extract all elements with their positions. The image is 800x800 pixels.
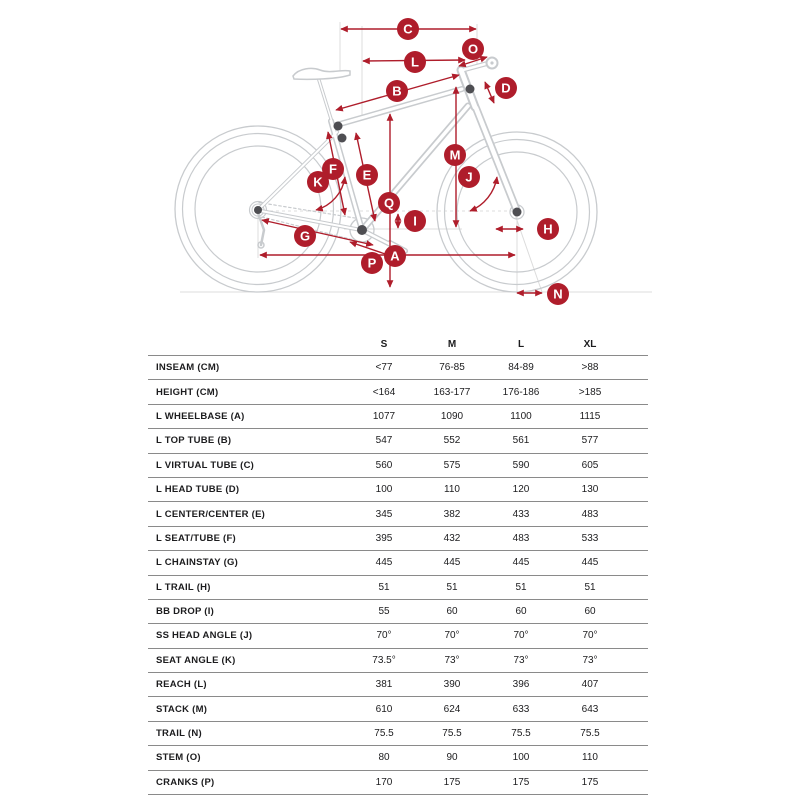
table-cell: 73.5° — [372, 654, 396, 666]
table-cell: 70° — [513, 630, 529, 642]
row-label: L TRAIL (H) — [156, 581, 211, 593]
label-badge-letter-h: H — [543, 221, 553, 237]
row-label: HEIGHT (CM) — [156, 386, 219, 398]
row-label: L SEAT/TUBE (F) — [156, 532, 236, 544]
table-cell: 84-89 — [508, 362, 534, 374]
row-label: REACH (L) — [156, 679, 207, 691]
table-cell: 445 — [443, 557, 461, 569]
table-cell: 60 — [446, 606, 458, 618]
head-dot — [466, 85, 475, 94]
table-cell: 575 — [443, 459, 461, 471]
row-label: CRANKS (P) — [156, 776, 215, 788]
label-badge-letter-o: O — [467, 41, 479, 57]
table-cell: 73° — [444, 654, 460, 666]
table-cell: 552 — [443, 435, 461, 447]
table-cell: 110 — [444, 484, 460, 496]
table-cell: 70° — [582, 630, 598, 642]
table-cell: 390 — [443, 679, 461, 691]
table-cell: 433 — [512, 508, 530, 520]
table-cell: 345 — [375, 508, 393, 520]
column-header-xl: XL — [583, 339, 597, 350]
table-cell: 51 — [378, 581, 390, 593]
table-cell: >88 — [581, 362, 599, 374]
table-cell: 175 — [443, 776, 461, 788]
row-label: STEM (O) — [156, 752, 201, 764]
table-row — [148, 745, 648, 769]
table-row — [148, 770, 648, 794]
rear-hub-dot — [254, 206, 262, 214]
table-cell: 110 — [582, 752, 598, 764]
label-badge-letter-j: J — [465, 169, 473, 185]
table-cell: 610 — [375, 703, 393, 715]
table-cell: 396 — [512, 679, 530, 691]
table-cell: 51 — [515, 581, 527, 593]
table-cell: 395 — [375, 532, 393, 544]
label-badge-letter-l: L — [411, 54, 419, 70]
bike-geometry-diagram — [0, 0, 800, 326]
row-label: L CENTER/CENTER (E) — [156, 508, 266, 520]
table-cell: 633 — [512, 703, 530, 715]
row-label: SS HEAD ANGLE (J) — [156, 630, 253, 642]
table-cell: 624 — [443, 703, 461, 715]
label-badge-letter-e: E — [362, 167, 372, 183]
label-badge-letter-d: D — [501, 80, 511, 96]
table-cell: 70° — [444, 630, 460, 642]
seat-clamp-dot-lower — [338, 134, 347, 143]
label-badge-letter-c: C — [403, 21, 413, 37]
table-cell: 560 — [375, 459, 393, 471]
table-cell: 76-85 — [439, 362, 465, 374]
row-label: L CHAINSTAY (G) — [156, 557, 239, 569]
table-cell: 445 — [375, 557, 393, 569]
row-label: INSEAM (CM) — [156, 362, 220, 374]
table-row — [148, 477, 648, 501]
table-row — [148, 453, 648, 477]
table-cell: 1077 — [372, 410, 396, 422]
table-cell: 1100 — [510, 410, 532, 422]
table-cell: 407 — [581, 679, 599, 691]
table-cell: 483 — [581, 508, 599, 520]
table-row — [148, 721, 648, 745]
row-label: BB DROP (I) — [156, 606, 214, 618]
table-cell: >185 — [578, 386, 602, 398]
chain-upper — [259, 203, 361, 220]
table-cell: 382 — [443, 508, 461, 520]
table-cell: 432 — [443, 532, 461, 544]
bike-diagram-svg — [0, 0, 800, 326]
label-badge-letter-q: Q — [383, 195, 395, 211]
table-row — [148, 379, 648, 403]
table-cell: 90 — [446, 752, 458, 764]
table-cell: 590 — [512, 459, 530, 471]
table-cell: 1115 — [579, 410, 601, 422]
table-row — [148, 355, 648, 379]
table-cell: 170 — [375, 776, 393, 788]
label-badge-letter-m: M — [449, 147, 461, 163]
row-label: L TOP TUBE (B) — [156, 435, 232, 447]
table-cell: <164 — [372, 386, 396, 398]
table-cell: 175 — [581, 776, 599, 788]
label-badge-letter-f: F — [329, 161, 337, 177]
table-row — [148, 526, 648, 550]
seat-clamp-dot-upper — [334, 122, 343, 131]
row-label: SEAT ANGLE (K) — [156, 654, 236, 666]
label-badge-letter-n: N — [553, 286, 563, 302]
table-cell: 1090 — [440, 410, 464, 422]
column-header-s: S — [380, 339, 388, 350]
table-cell: 60 — [515, 606, 527, 618]
table-cell: 577 — [581, 435, 599, 447]
table-cell: 120 — [512, 484, 530, 496]
row-label: L WHEELBASE (A) — [156, 410, 245, 422]
bottom-bracket-dot — [357, 225, 367, 235]
table-cell: 70° — [376, 630, 392, 642]
handlebar-center — [490, 61, 493, 64]
table-row — [148, 672, 648, 696]
table-cell: 73° — [513, 654, 529, 666]
table-cell: 381 — [375, 679, 393, 691]
table-cell: 51 — [584, 581, 596, 593]
table-cell: 75.5 — [580, 728, 600, 740]
table-cell: 100 — [512, 752, 530, 764]
label-badge-letter-a: A — [390, 248, 400, 264]
table-row — [148, 623, 648, 647]
column-header-m: M — [447, 339, 457, 350]
table-row — [148, 404, 648, 428]
label-badges — [294, 18, 569, 305]
table-cell: 100 — [375, 484, 393, 496]
table-row — [148, 428, 648, 452]
table-row — [148, 648, 648, 672]
table-cell: 605 — [581, 459, 599, 471]
row-label: L HEAD TUBE (D) — [156, 484, 240, 496]
table-cell: 75.5 — [374, 728, 394, 740]
table-row — [148, 696, 648, 720]
row-label: TRAIL (N) — [156, 728, 202, 740]
table-cell: 175 — [512, 776, 530, 788]
table-cell: 643 — [581, 703, 599, 715]
table-cell: 75.5 — [511, 728, 531, 740]
table-row — [148, 550, 648, 574]
table-cell: 547 — [375, 435, 393, 447]
label-badge-letter-g: G — [299, 228, 311, 244]
label-badge-letter-b: B — [392, 83, 402, 99]
label-badge-letter-p: P — [367, 255, 377, 271]
column-header-l: L — [517, 339, 525, 350]
table-cell: 75.5 — [442, 728, 462, 740]
table-cell: <77 — [375, 362, 393, 374]
row-label: STACK (M) — [156, 703, 208, 715]
table-header-row — [148, 334, 648, 355]
table-cell: 51 — [446, 581, 458, 593]
measurement-line-d — [485, 82, 494, 103]
table-cell: 533 — [581, 532, 599, 544]
front-hub-dot — [513, 208, 522, 217]
table-cell: 130 — [581, 484, 599, 496]
saddle — [293, 68, 350, 79]
label-badge-letter-i: I — [413, 213, 417, 229]
table-cell: 55 — [378, 606, 390, 618]
table-cell: 445 — [581, 557, 599, 569]
table-cell: 483 — [512, 532, 530, 544]
table-row — [148, 501, 648, 525]
table-cell: 73° — [582, 654, 598, 666]
table-cell: 561 — [512, 435, 530, 447]
table-cell: 445 — [512, 557, 530, 569]
table-row — [148, 599, 648, 623]
table-cell: 176-186 — [502, 386, 540, 398]
table-cell: 60 — [584, 606, 596, 618]
label-badge-letter-k: K — [313, 174, 323, 190]
row-label: L VIRTUAL TUBE (C) — [156, 459, 255, 471]
table-cell: 80 — [378, 752, 390, 764]
geometry-table — [148, 334, 648, 795]
table-row — [148, 575, 648, 599]
table-cell: 163-177 — [433, 386, 471, 398]
